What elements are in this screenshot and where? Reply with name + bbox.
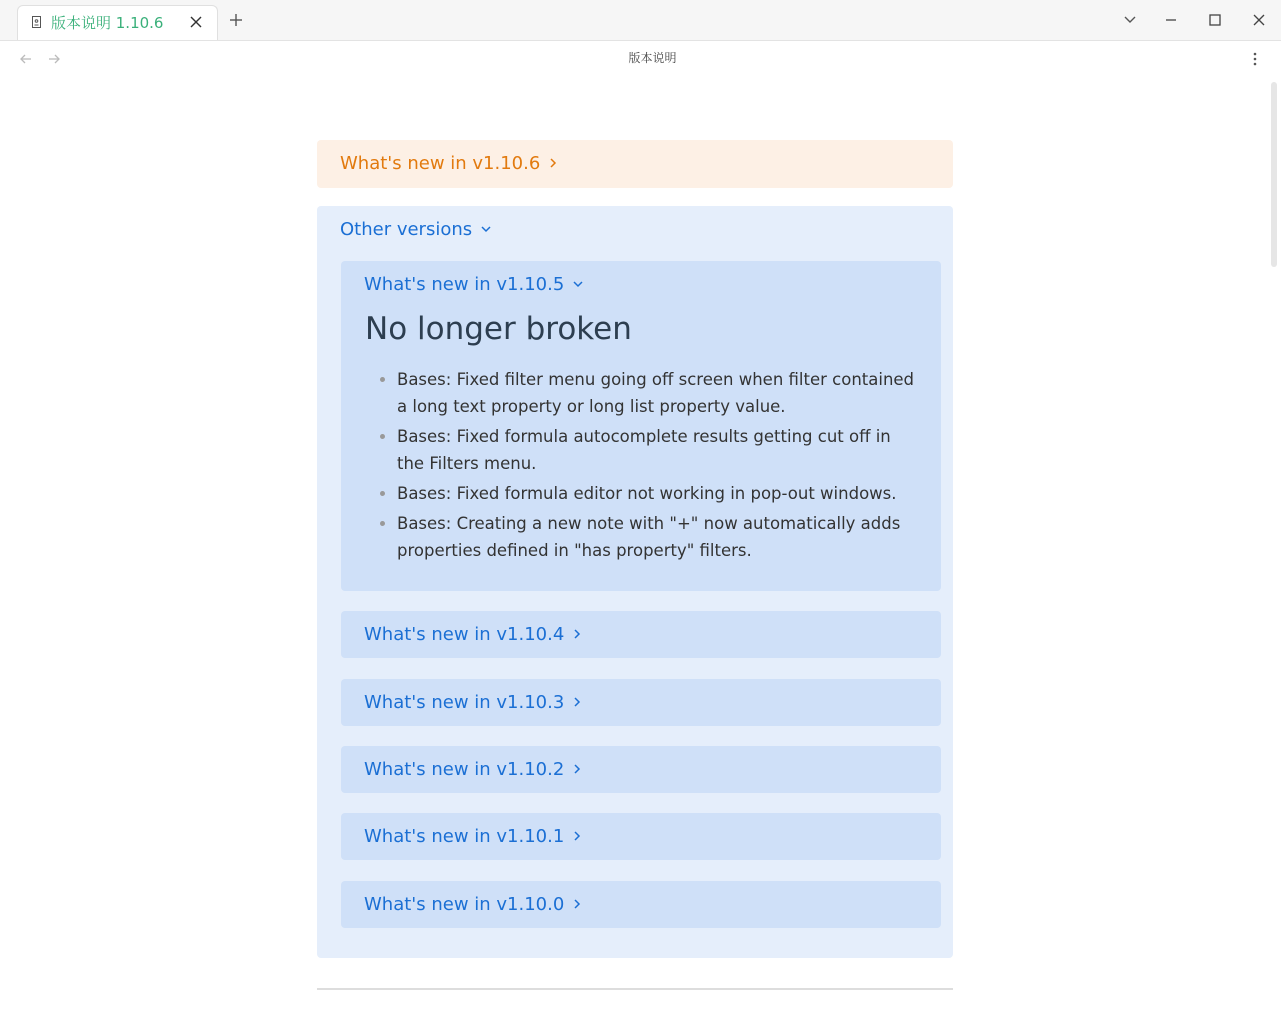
close-window-icon[interactable] — [1251, 12, 1267, 28]
changelog-list — [373, 366, 921, 567]
latest-version-title: What's new in v1.10.6 — [340, 153, 541, 174]
version-title: What's new in v1.10.1 — [364, 826, 565, 847]
document-icon — [32, 16, 41, 28]
maximize-icon[interactable] — [1207, 12, 1223, 28]
version-title: What's new in v1.10.3 — [364, 692, 565, 713]
more-options-icon[interactable] — [1247, 51, 1263, 67]
version-title: What's new in v1.10.0 — [364, 894, 565, 915]
version-title: What's new in v1.10.2 — [364, 759, 565, 780]
version-toggle[interactable] — [364, 894, 582, 915]
new-tab-icon[interactable] — [228, 12, 244, 28]
version-toggle[interactable] — [364, 624, 582, 645]
version-toggle[interactable] — [364, 692, 582, 713]
callout-latest-version — [317, 140, 953, 188]
chevron-right-icon — [572, 763, 582, 775]
chevron-down-icon — [480, 224, 492, 234]
chevron-down-icon[interactable] — [1122, 12, 1138, 28]
chevron-right-icon — [548, 157, 558, 169]
callout-other-versions — [317, 206, 953, 958]
list-item: • Bases: Creating a new note with "+" now automatically adds properties defined in "has property" filters. — [397, 510, 921, 564]
navigation-bar — [0, 41, 1281, 77]
other-versions-toggle[interactable] — [340, 219, 492, 240]
callout-version-collapsed — [341, 611, 941, 658]
callout-version-collapsed — [341, 679, 941, 726]
version-toggle[interactable] — [364, 759, 582, 780]
divider — [317, 988, 953, 990]
version-title: What's new in v1.10.4 — [364, 624, 565, 645]
close-tab-icon[interactable] — [188, 14, 204, 30]
tab-bar — [0, 0, 1281, 41]
callout-version-collapsed — [341, 746, 941, 793]
callout-version-collapsed — [341, 881, 941, 928]
chevron-right-icon — [572, 830, 582, 842]
tab-release-notes[interactable] — [17, 5, 218, 40]
version-title: What's new in v1.10.5 — [364, 274, 565, 295]
latest-version-toggle[interactable] — [340, 153, 558, 174]
section-heading: No longer broken — [365, 311, 632, 347]
scrollbar[interactable] — [1271, 82, 1277, 267]
chevron-right-icon — [572, 898, 582, 910]
other-versions-title: Other versions — [340, 219, 473, 240]
chevron-right-icon — [572, 628, 582, 640]
version-toggle[interactable] — [364, 826, 582, 847]
page-title: 版本说明 — [628, 51, 677, 65]
version-toggle-expanded[interactable] — [364, 274, 584, 295]
list-item: • Bases: Fixed formula editor not working in pop-out windows. — [397, 480, 921, 507]
callout-version-expanded — [341, 261, 941, 591]
callout-version-collapsed — [341, 813, 941, 860]
minimize-icon[interactable] — [1163, 12, 1179, 28]
chevron-right-icon — [572, 696, 582, 708]
list-item: • Bases: Fixed formula autocomplete results getting cut off in the Filters menu. — [397, 423, 921, 477]
list-item: • Bases: Fixed filter menu going off screen when filter contained a long text property or long list property value. — [397, 366, 921, 420]
chevron-down-icon — [572, 279, 584, 289]
tab-title: 版本说明 1.10.6 — [51, 14, 164, 32]
